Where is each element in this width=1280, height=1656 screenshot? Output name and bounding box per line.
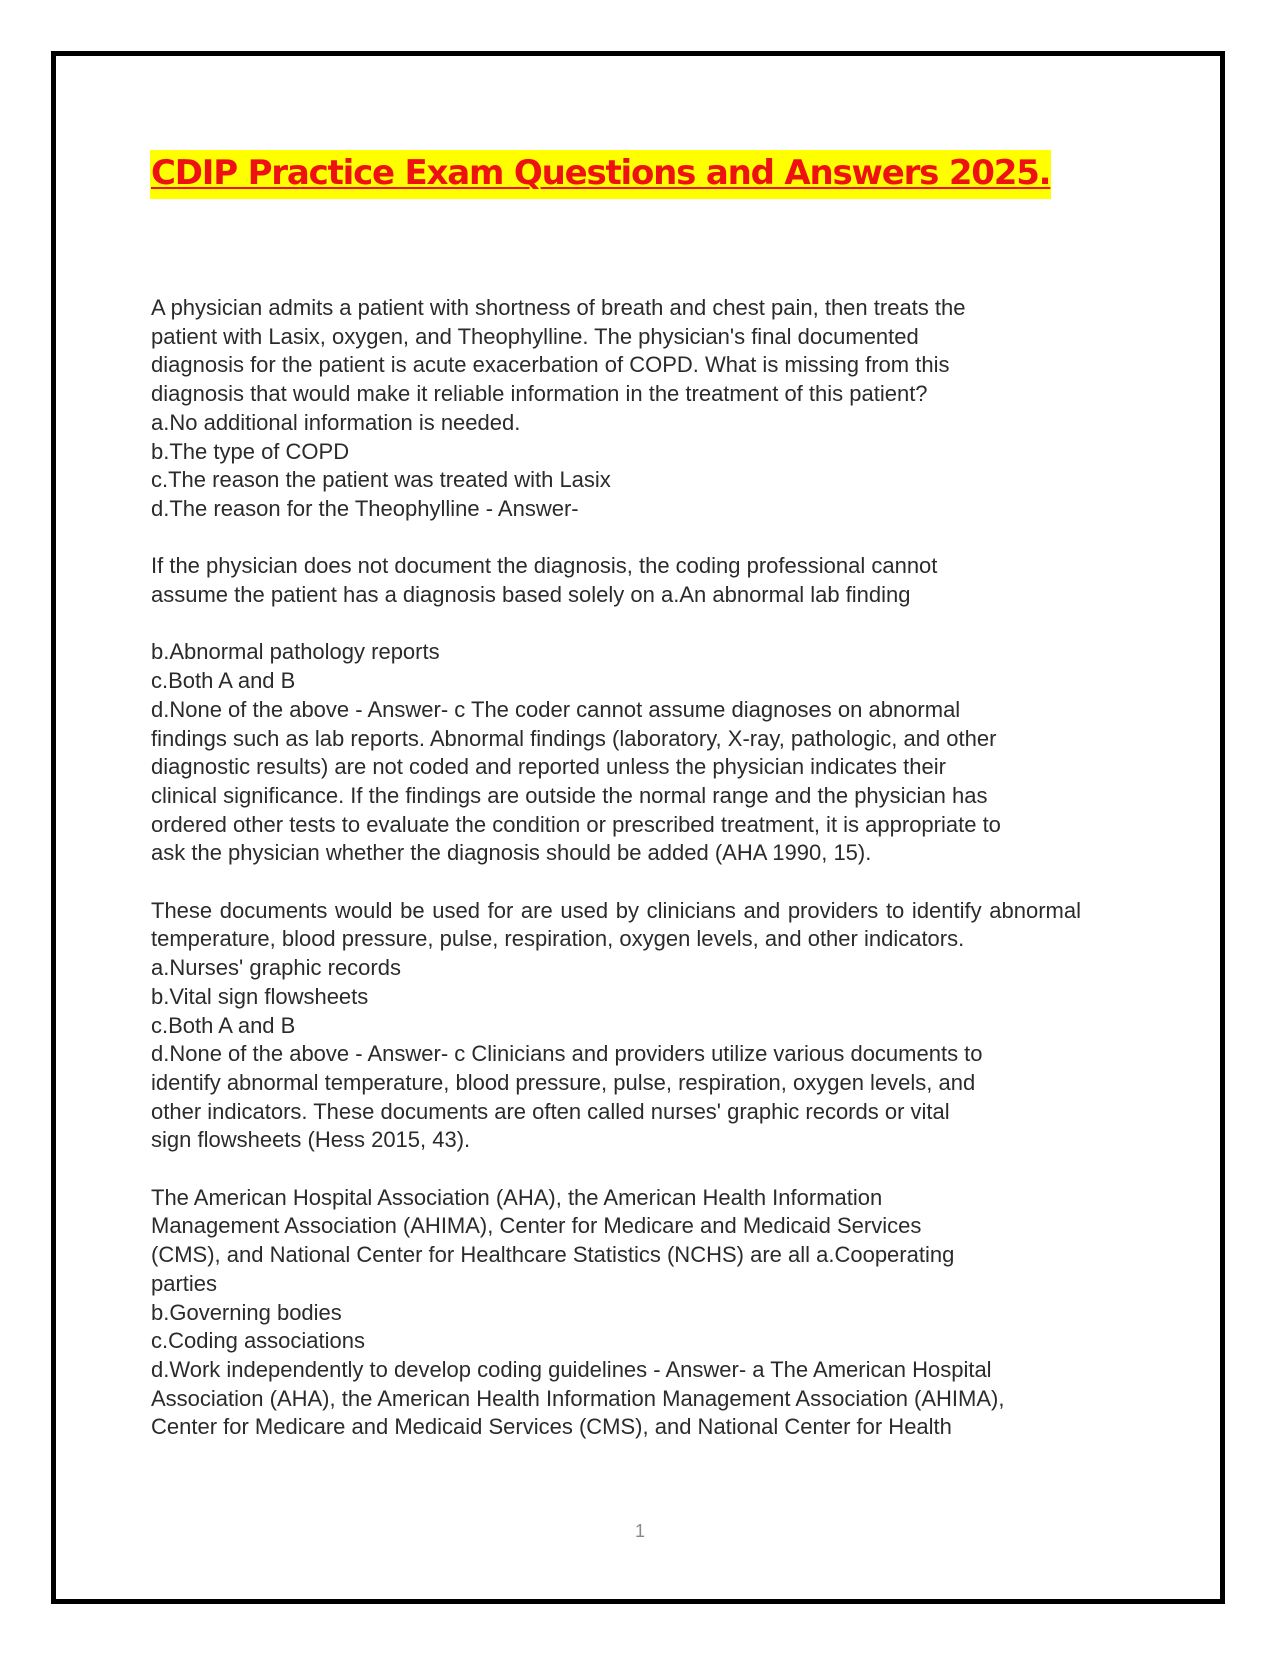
text-line: diagnosis that would make it reliable information in the treatment of this patient? xyxy=(151,381,928,407)
answer-option: d.None of the above - Answer- c The coder cannot assume diagnoses on abnormal xyxy=(151,696,961,722)
text-line: If the physician does not document the diagnosis, the coding professional cannot xyxy=(151,553,938,579)
text-line: findings such as lab reports. Abnormal findings (laboratory, X-ray, pathologic, and other xyxy=(151,725,997,751)
answer-option: b.Abnormal pathology reports xyxy=(151,639,440,665)
paragraph-gap xyxy=(151,610,1131,639)
page-number: 1 xyxy=(634,1521,645,1541)
text-line: assume the patient has a diagnosis based solely on a.An abnormal lab finding xyxy=(151,582,911,608)
answer-option: d.Work independently to develop coding guidelines - Answer- a The American Hospital xyxy=(151,1356,992,1382)
paragraph-gap xyxy=(151,1155,1131,1184)
text-line: Center for Medicare and Medicaid Services (CMS), and National Center for Health xyxy=(151,1414,952,1440)
text-line: The American Hospital Association (AHA), the American Health Information xyxy=(151,1184,883,1210)
document-body xyxy=(151,294,1131,1442)
text-line: Association (AHA), the American Health Information Management Association (AHIMA), xyxy=(151,1385,1005,1411)
answer-option: d.The reason for the Theophylline - Answer- xyxy=(151,495,579,521)
document-title: CDIP Practice Exam Questions and Answers 2025. xyxy=(150,150,1051,199)
question-text-justified: These documents would be used for are used by clinicians and providers to identify abnormal temperature, blood pressure, pulse, respiration, oxygen levels, and other indicators. xyxy=(151,897,1081,952)
question-block-4 xyxy=(151,1184,1131,1442)
question-block-3 xyxy=(151,897,1131,1155)
text-line: patient with Lasix, oxygen, and Theophylline. The physician's final documented xyxy=(151,323,919,349)
text-line: clinical significance. If the findings are outside the normal range and the physician has xyxy=(151,782,988,808)
paragraph-gap xyxy=(151,524,1131,553)
paragraph-gap xyxy=(151,868,1131,897)
question-block-1 xyxy=(151,294,1131,524)
question-block-2 xyxy=(151,552,1131,609)
answer-option: a.No additional information is needed. xyxy=(151,409,521,435)
answer-option: a.Nurses' graphic records xyxy=(151,955,401,981)
text-line: parties xyxy=(151,1270,218,1296)
text-line: other indicators. These documents are often called nurses' graphic records or vital xyxy=(151,1098,950,1124)
text-line: diagnosis for the patient is acute exacerbation of COPD. What is missing from this xyxy=(151,352,950,378)
text-line: identify abnormal temperature, blood pressure, pulse, respiration, oxygen levels, and xyxy=(151,1069,976,1095)
text-line: (CMS), and National Center for Healthcare Statistics (NCHS) are all a.Cooperating xyxy=(151,1242,955,1268)
question-block-2-options xyxy=(151,638,1131,868)
answer-option: b.Governing bodies xyxy=(151,1299,342,1325)
text-line: ordered other tests to evaluate the condition or prescribed treatment, it is appropriate to xyxy=(151,811,1001,837)
answer-option: b.The type of COPD xyxy=(151,438,350,464)
answer-option: c.The reason the patient was treated with Lasix xyxy=(151,467,611,493)
answer-option: c.Coding associations xyxy=(151,1328,366,1354)
text-line: ask the physician whether the diagnosis should be added (AHA 1990, 15). xyxy=(151,840,872,866)
answer-option: d.None of the above - Answer- c Clinicians and providers utilize various documents to xyxy=(151,1041,983,1067)
text-line: sign flowsheets (Hess 2015, 43). xyxy=(151,1127,471,1153)
text-line: diagnostic results) are not coded and reported unless the physician indicates their xyxy=(151,754,946,780)
text-line: A physician admits a patient with shortness of breath and chest pain, then treats the xyxy=(151,295,966,320)
answer-option: c.Both A and B xyxy=(151,668,296,694)
text-line: Management Association (AHIMA), Center for Medicare and Medicaid Services xyxy=(151,1213,922,1239)
answer-option: c.Both A and B xyxy=(151,1012,296,1038)
answer-option: b.Vital sign flowsheets xyxy=(151,983,369,1009)
